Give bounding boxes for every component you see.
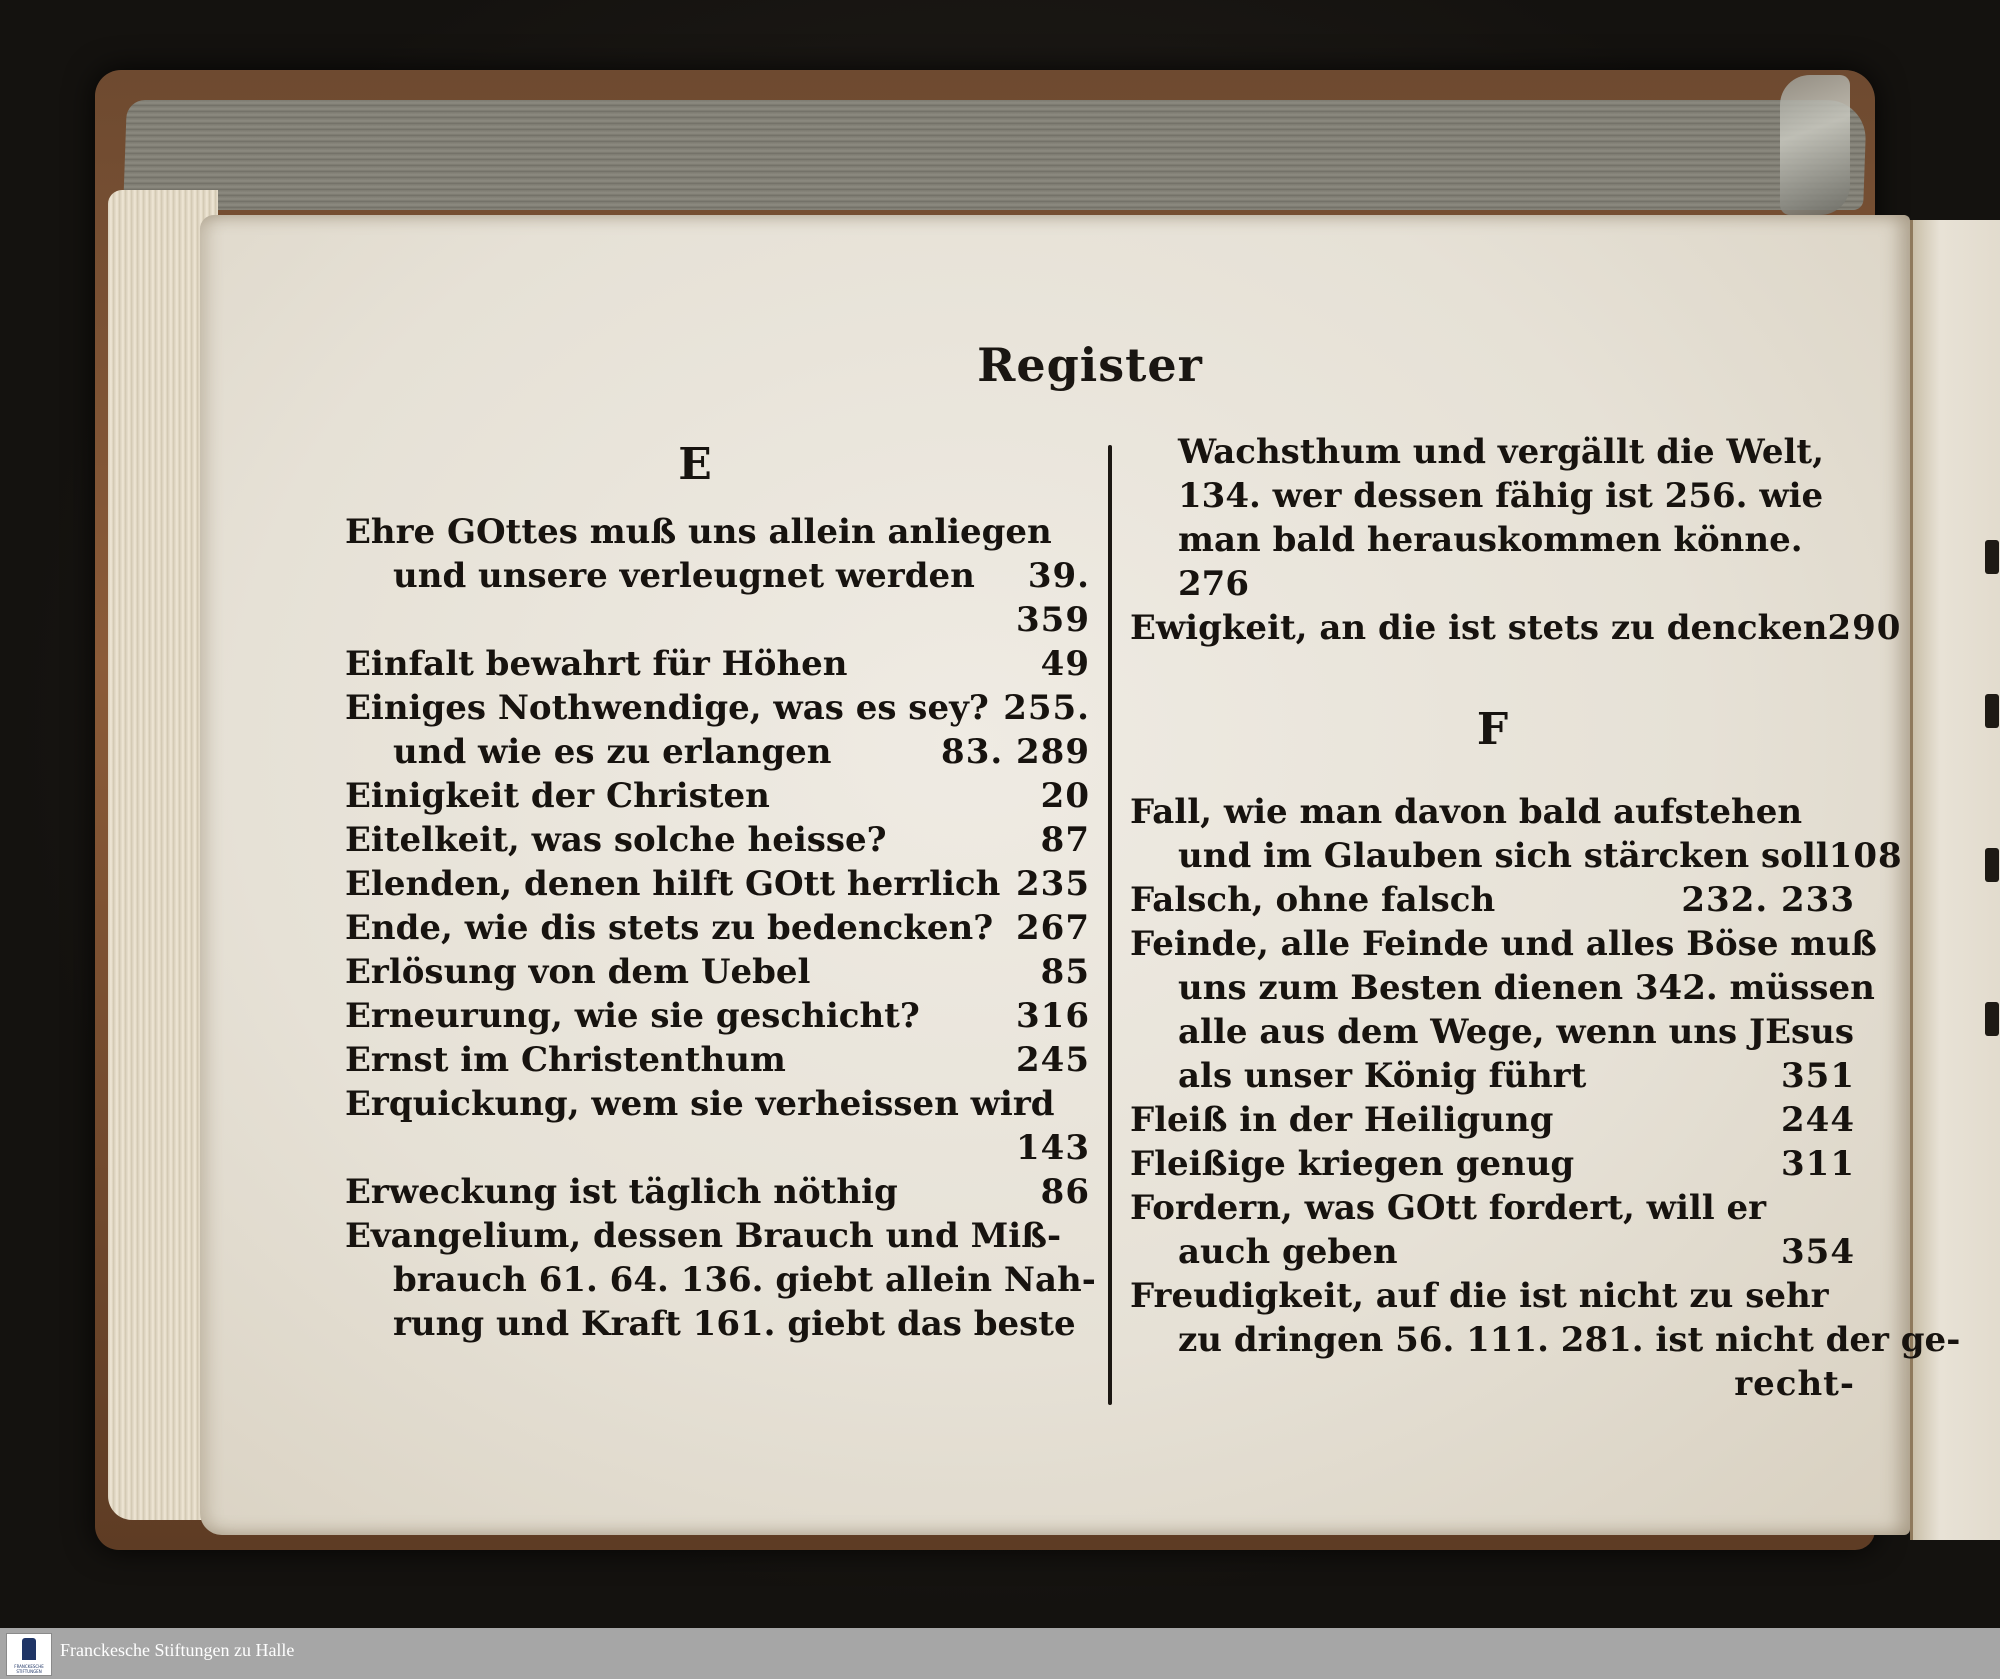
entry-line	[1130, 922, 1877, 966]
entry-line	[1130, 1362, 1855, 1406]
entry-line	[345, 598, 1090, 642]
entry-text: Falsch, ohne falsch	[1130, 880, 1496, 920]
entry-line	[1130, 1010, 1855, 1054]
entry-page-number: 143	[1016, 1128, 1090, 1168]
entry-line	[1130, 1054, 1855, 1098]
entry-text: Erquickung, wem sie verheissen wird	[345, 1084, 1055, 1124]
entry-text: zu dringen 56. 111. 281. ist nicht der ge-	[1178, 1320, 1961, 1360]
left-column	[345, 420, 1096, 1346]
entry-line	[345, 1082, 1090, 1126]
index-entry	[345, 686, 1090, 774]
entry-line	[1130, 1142, 1855, 1186]
entry-text: Einfalt bewahrt für Höhen	[345, 644, 848, 684]
entry-page-number: 316	[1016, 996, 1090, 1036]
entry-text: Einigkeit der Christen	[345, 776, 770, 816]
entry-text: Feinde, alle Feinde und alles Böse muß	[1130, 924, 1877, 964]
right-column	[1130, 430, 1961, 1406]
entry-line	[1130, 966, 1875, 1010]
entry-line	[345, 906, 1090, 950]
index-entry	[345, 906, 1090, 950]
entry-line	[345, 1214, 1090, 1258]
entry-text: als unser König führt	[1178, 1056, 1587, 1096]
index-entry	[345, 510, 1090, 642]
entry-page-number: recht-	[1734, 1364, 1855, 1404]
entry-text: brauch 61. 64. 136. giebt allein Nah-	[393, 1260, 1096, 1300]
entry-text: Ende, wie dis stets zu bedencken?	[345, 908, 994, 948]
logo-text: FRANCKESCHE STIFTUNGEN	[14, 1664, 44, 1674]
entry-line	[345, 1302, 1090, 1346]
entry-line: man bald herauskommen könne. 276	[1178, 520, 1803, 604]
index-entry	[345, 1214, 1096, 1346]
entry-page-number: 351	[1781, 1056, 1855, 1096]
entry-text: rung und Kraft 161. giebt das beste	[393, 1304, 1076, 1344]
index-entry	[345, 774, 1090, 818]
entry-text: und unsere verleugnet werden	[393, 556, 975, 596]
left-entry-list	[345, 510, 1096, 1346]
entry-line: 134. wer dessen fähig ist 256. wie	[1178, 476, 1824, 516]
entry-line	[1130, 878, 1855, 922]
index-entry	[345, 1170, 1090, 1214]
index-entry	[1130, 790, 1903, 878]
entry-text: uns zum Besten dienen 342. müssen	[1178, 968, 1875, 1008]
entry-page-number: 354	[1781, 1232, 1855, 1272]
index-entry	[345, 862, 1090, 906]
institution-caption: Franckesche Stiftungen zu Halle	[60, 1640, 295, 1660]
index-entry	[1130, 878, 1855, 922]
entry-page-number: 232. 233	[1681, 880, 1855, 920]
entry-page-number: 83. 289	[941, 732, 1090, 772]
entry-text: und wie es zu erlangen	[393, 732, 832, 772]
entry-text: Freudigkeit, auf die ist nicht zu sehr	[1130, 1276, 1829, 1316]
entry-text: alle aus dem Wege, wenn uns JEsus	[1178, 1012, 1854, 1052]
index-entry	[1130, 606, 1902, 650]
entry-line	[345, 1126, 1090, 1170]
right-entry-list-f	[1130, 790, 1961, 1406]
entry-line	[345, 730, 1090, 774]
entry-text: Evangelium, dessen Brauch und Miß-	[345, 1216, 1062, 1256]
entry-page-number: 290	[1827, 608, 1902, 648]
entry-page-number: 108	[1828, 836, 1903, 876]
entry-line	[345, 1170, 1090, 1214]
entry-page-number: 87	[1040, 820, 1090, 860]
institution-logo	[6, 1633, 52, 1676]
entry-page-number: 235	[1016, 864, 1090, 904]
entry-line	[345, 554, 1090, 598]
logo-emblem-icon	[22, 1638, 36, 1660]
entry-line	[345, 862, 1090, 906]
entry-text: Erlösung von dem Uebel	[345, 952, 811, 992]
entry-page-number: 86	[1040, 1172, 1090, 1212]
entry-line	[345, 686, 1090, 730]
index-entry	[1130, 1186, 1855, 1274]
entry-line	[345, 994, 1090, 1038]
entry-text: und im Glauben sich stärcken soll	[1178, 836, 1829, 876]
page-title: Register	[977, 338, 1203, 392]
entry-page-number: 245	[1016, 1040, 1090, 1080]
entry-line	[345, 510, 1090, 554]
entry-line	[1130, 1230, 1855, 1274]
entry-line	[345, 950, 1090, 994]
entry-line	[1130, 606, 1902, 650]
entry-text: Fall, wie man davon bald aufstehen	[1130, 792, 1803, 832]
entry-text: auch geben	[1178, 1232, 1398, 1272]
entry-page-number: 49	[1040, 644, 1090, 684]
entry-text: Fleißige kriegen genug	[1130, 1144, 1575, 1184]
entry-text: Eitelkeit, was solche heisse?	[345, 820, 887, 860]
entry-line: Wachsthum und vergällt die Welt,	[1178, 432, 1824, 472]
entry-text: Ewigkeit, an die ist stets zu dencken	[1130, 608, 1828, 648]
entry-line	[1130, 790, 1855, 834]
footer-bar	[0, 1628, 2000, 1679]
entry-page-number: 359	[1016, 600, 1090, 640]
entry-text: Einiges Nothwendige, was es sey?	[345, 688, 989, 728]
section-letter-f: F	[1476, 704, 1509, 755]
entry-line	[345, 1258, 1096, 1302]
entry-page-number: 244	[1781, 1100, 1855, 1140]
entry-line	[1130, 834, 1903, 878]
entry-line	[1130, 1186, 1855, 1230]
index-entry	[1130, 1142, 1855, 1186]
entry-page-number: 20	[1040, 776, 1090, 816]
entry-text: Erneurung, wie sie geschicht?	[345, 996, 920, 1036]
entry-line	[1130, 1274, 1855, 1318]
entry-page-number: 267	[1016, 908, 1090, 948]
index-entry	[1130, 1274, 1961, 1406]
entry-text: Fordern, was GOtt fordert, will er	[1130, 1188, 1767, 1228]
index-entry	[1130, 1098, 1855, 1142]
continued-entry	[1130, 430, 1855, 606]
index-entry	[1130, 922, 1877, 1098]
column-divider	[1108, 445, 1112, 1405]
entry-page-number: 255.	[1003, 688, 1090, 728]
entry-text: Elenden, denen hilft GOtt herrlich	[345, 864, 1001, 904]
right-entry-list-e	[1130, 606, 1902, 650]
facing-page-print-marks	[1985, 540, 2000, 1260]
index-entry	[345, 994, 1090, 1038]
entry-line	[345, 1038, 1090, 1082]
entry-line	[1130, 1318, 1961, 1362]
section-letter-e: E	[678, 439, 712, 490]
entry-page-number: 85	[1040, 952, 1090, 992]
index-entry	[345, 1038, 1090, 1082]
index-entry	[345, 950, 1090, 994]
entry-line	[345, 642, 1090, 686]
entry-text: Ernst im Christenthum	[345, 1040, 786, 1080]
page-block-top-edge	[123, 100, 1867, 210]
entry-page-number: 39.	[1027, 556, 1090, 596]
index-entry	[345, 818, 1090, 862]
metal-clasp	[1780, 75, 1850, 215]
index-entry	[345, 1082, 1090, 1170]
index-entry	[345, 642, 1090, 686]
entry-text: Ehre GOttes muß uns allein anliegen	[345, 512, 1052, 552]
entry-line	[345, 774, 1090, 818]
entry-text: Erweckung ist täglich nöthig	[345, 1172, 898, 1212]
entry-page-number: 311	[1781, 1144, 1855, 1184]
entry-line	[1130, 1098, 1855, 1142]
entry-line	[345, 818, 1090, 862]
entry-text: Fleiß in der Heiligung	[1130, 1100, 1554, 1140]
